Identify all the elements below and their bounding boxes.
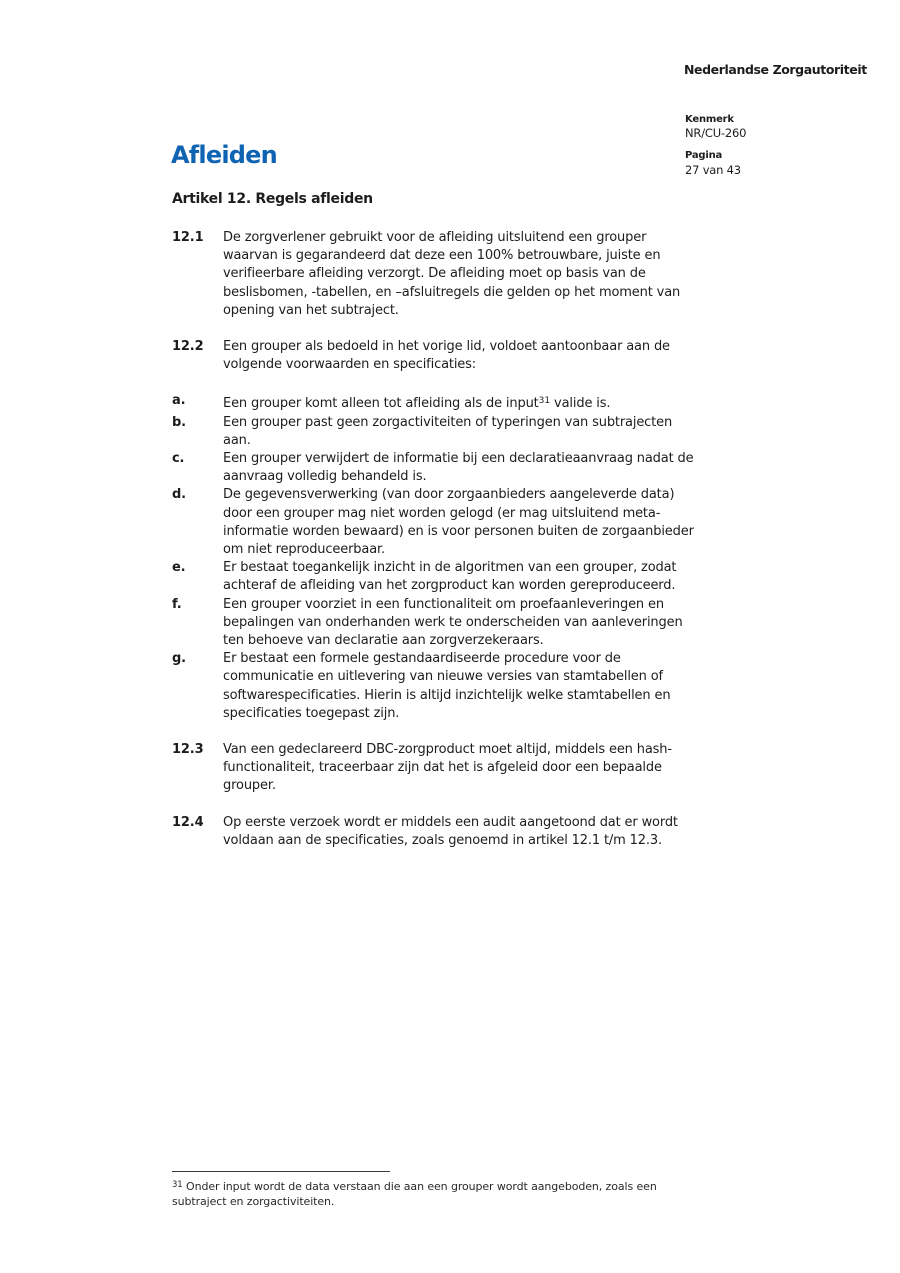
pagina-value: 27 van 43 [685,163,741,177]
article-item-b [172,414,702,450]
article-item-d [172,486,702,559]
item-text: Een grouper past geen zorgactiviteiten of typeringen van subtrajecten aan. [223,414,673,448]
item-text: Er bestaat een formele gestandaardiseerde procedure voor de communicatie en uitlevering van nieuwe versies van stamtabellen of softwarespecificaties. Hierin is altijd inzichtelijk welke stamtabellen en specificaties toegepast zijn. [223,651,671,721]
item-text-segment: valide is. [550,396,611,412]
kenmerk-label: Kenmerk [685,114,734,125]
item-letter: f. [172,596,182,612]
organization-name: Nederlandse Zorgautoriteit [684,62,867,77]
item-letter: b. [172,414,186,430]
item-number: 12.1 [172,230,204,245]
item-text: Een grouper verwijdert de informatie bij een declaratieaanvraag nadat de aanvraag volledig behandeld is. [223,451,694,485]
footnote-divider [172,1171,390,1172]
item-text: Op eerste verzoek wordt er middels een audit aangetoond dat er wordt voldaan aan de specificaties, zoals genoemd in artikel 12.1 t/m 12.3. [223,814,678,848]
footnote [172,1178,686,1209]
footnote-reference-superscript: 31 [538,396,551,407]
article-item-g [172,650,702,723]
item-number: 12.4 [172,814,204,830]
article-item-12-1 [172,229,702,320]
item-letter: c. [172,451,185,467]
item-text [223,392,695,413]
item-text: Er bestaat toegankelijk inzicht in de algoritmen van een grouper, zodat achteraf de afleiding van het zorgproduct kan worden gereproduceerd. [223,560,677,594]
article-item-c [172,450,702,486]
article-body [172,229,702,850]
item-text: De zorgverlener gebruikt voor de afleiding uitsluitend een grouper waarvan is gegarandeerd dat deze een 100% betrouwbare, juiste en verifieerbare afleiding verzorgt. De afleiding moet op basis van de beslisbomen, -tabellen, en –afsluitregels die gelden op het moment van opening van het subtraject. [223,230,681,318]
item-text: Een grouper voorziet in een functionaliteit om proefaanleveringen en bepalingen van onderhanden werk te onderscheiden van aanleveringen ten behoeve van declaratie aan zorgverzekeraars. [223,596,683,649]
article-item-12-4 [172,814,702,850]
footnote-marker: 31 [172,1180,183,1190]
article-item-12-2 [172,338,702,374]
article-item-a [172,392,702,413]
article-heading: Artikel 12. Regels afleiden [172,191,373,207]
item-letter: e. [172,560,186,576]
item-letter: g. [172,651,186,667]
footnote-text: Onder input wordt de data verstaan die aan een grouper wordt aangeboden, zoals een subtraject en zorgactiviteiten. [172,1180,657,1208]
item-number: 12.3 [172,742,204,758]
item-text: De gegevensverwerking (van door zorgaanbieders aangeleverde data) door een grouper mag niet worden gelogd (er mag uitsluitend meta-informatie worden bewaard) en is voor personen buiten de zorgaanbieder om niet reproduceerbaar. [223,487,694,558]
item-text-segment: Een grouper komt alleen tot afleiding als de input [223,396,539,412]
page-title: Afleiden [171,141,277,169]
item-letter: d. [172,487,186,503]
article-item-f [172,596,702,651]
article-item-12-3 [172,741,702,796]
item-text: Een grouper als bedoeld in het vorige lid, voldoet aantoonbaar aan de volgende voorwaarden en specificaties: [223,339,670,373]
item-number: 12.2 [172,339,204,355]
article-item-e [172,559,702,595]
item-text: Van een gedeclareerd DBC-zorgproduct moet altijd, middels een hash-functionaliteit, traceerbaar zijn dat het is afgeleid door een bepaalde grouper. [223,742,672,794]
item-letter: a. [172,393,186,409]
kenmerk-value: NR/CU-260 [685,126,747,140]
pagina-label: Pagina [685,150,723,161]
